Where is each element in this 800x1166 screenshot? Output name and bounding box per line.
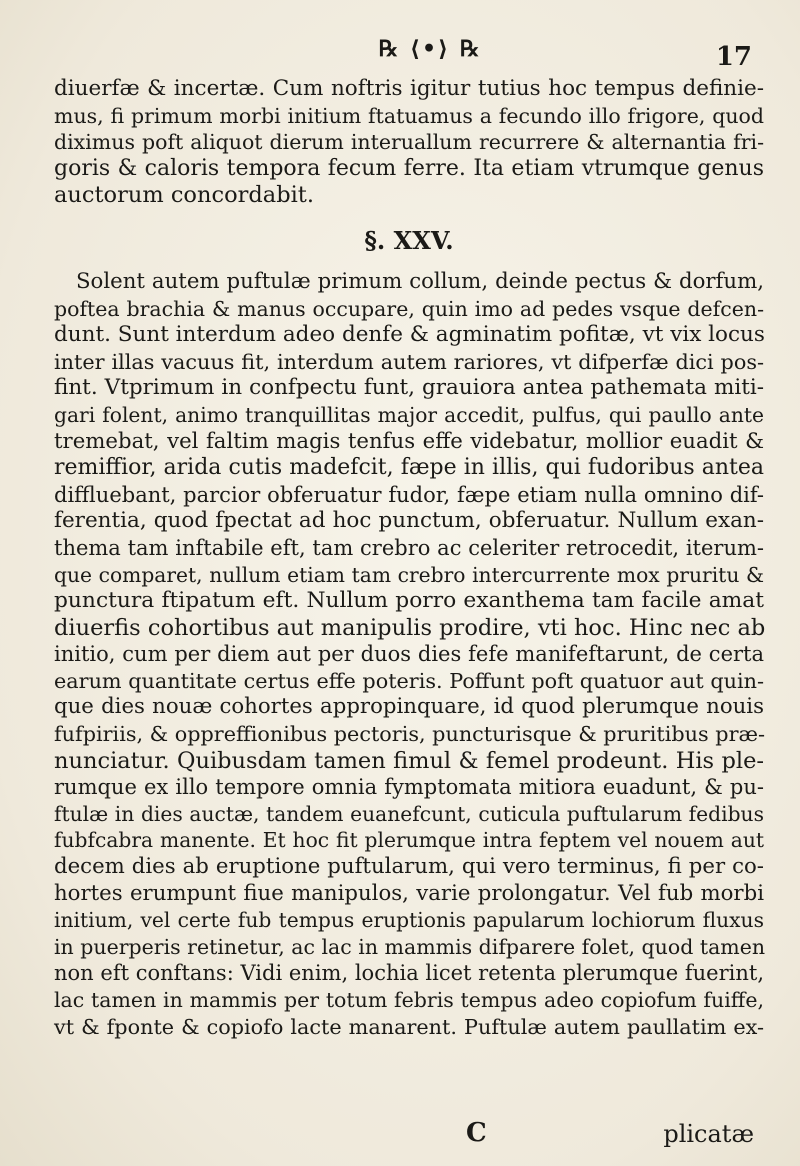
paragraph-2 — [54, 269, 764, 1040]
text-line: auctorum concordabit. — [54, 182, 314, 209]
text-line: earum quantitate certus effe poteris. Poffunt poft quatuor aut quin- — [54, 668, 764, 693]
text-line: gari folent, animo tranquillitas major accedit, pulfus, qui paullo ante — [54, 402, 764, 427]
text-line: lac tamen in mammis per totum febris tempus adeo copiofum fuiffe, — [54, 988, 764, 1012]
text-line: diffluebant, parcior obferuatur fudor, fæpe etiam nulla omnino dif- — [54, 482, 764, 507]
text-line: diuerfæ & incertæ. Cum noftris igitur tutius hoc tempus definie- — [54, 76, 764, 101]
text-line: rumque ex illo tempore omnia fymptomata mitiora euadunt, & pu- — [54, 775, 764, 800]
body-text — [54, 76, 764, 1040]
page-footer — [0, 1118, 800, 1152]
signature-mark: C — [466, 1118, 487, 1148]
text-line: non eft conftans: Vidi enim, lochia licet retenta plerumque fuerint, — [54, 961, 764, 986]
catchword: plicatæ — [663, 1120, 754, 1148]
text-line: fint. Vtprimum in confpectu funt, grauiora antea pathemata miti- — [54, 375, 764, 401]
text-line: que dies nouæ cohortes appropinquare, id quod plerumque nouis — [54, 694, 764, 720]
text-line: inter illas vacuus fit, interdum autem rariores, vt difperfæ dici pos- — [54, 349, 764, 374]
text-line: nunciatur. Quibusdam tamen fimul & femel prodeunt. His ple- — [54, 747, 764, 774]
header-ornament: ℞ ⟨•⟩ ℞ — [378, 36, 482, 62]
text-line: poftea brachia & manus occupare, quin imo ad pedes vsque defcen- — [54, 296, 764, 321]
text-line: punctura ftipatum eft. Nullum porro exanthema tam facile amat — [54, 588, 764, 614]
text-line: ftulæ in dies auctæ, tandem euanefcunt, cuticula puftularum fedibus — [54, 801, 764, 826]
text-line: decem dies ab eruptione puftularum, qui vero terminus, fi per co- — [54, 854, 764, 880]
page-number: 17 — [715, 42, 752, 72]
text-line: diximus poft aliquot dierum interuallum recurrere & alternantia fri- — [54, 130, 764, 155]
text-line: fufpiriis, & oppreffionibus pectoris, puncturisque & pruritibus præ- — [54, 722, 766, 747]
section-heading: §. XXV. — [364, 225, 454, 255]
text-line: Solent autem puftulæ primum collum, deinde pectus & dorfum, — [76, 268, 764, 294]
text-line: hortes erumpunt fiue manipulos, varie prolongatur. Vel fub morbi — [54, 880, 764, 906]
text-line: que comparet, nullum etiam tam crebro intercurrente mox pruritu & — [54, 562, 764, 587]
text-line: remiffior, arida cutis madefcit, fæpe in illis, qui fudoribus antea — [54, 455, 764, 481]
text-line: vt & fponte & copiofo lacte manarent. Puftulæ autem paullatim ex- — [54, 1014, 764, 1039]
text-line: diuerfis cohortibus aut manipulis prodire, vti hoc. Hinc nec ab — [54, 614, 766, 641]
text-line: initium, vel certe fub tempus eruptionis papularum lochiorum fluxus — [54, 908, 764, 933]
page-header — [0, 36, 800, 76]
text-line: tremebat, vel faltim magis tenfus effe videbatur, mollior euadit & — [54, 428, 764, 454]
text-line: dunt. Sunt interdum adeo denfe & agminatim pofitæ, vt vix locus — [54, 322, 765, 348]
text-line: ferentia, quod fpectat ad hoc punctum, obferuatur. Nullum exan- — [54, 508, 764, 534]
text-line: fubfcabra manente. Et hoc fit plerumque intra feptem vel nouem aut — [54, 828, 764, 853]
text-line: mus, fi primum morbi initium ftatuamus a fecundo illo frigore, quod — [54, 103, 764, 128]
text-line: thema tam inftabile eft, tam crebro ac celeriter retrocedit, iterum- — [54, 535, 764, 560]
text-line: in puerperis retinetur, ac lac in mammis difparere folet, quod tamen — [54, 934, 766, 959]
text-line: initio, cum per diem aut per duos dies fefe manifeftarunt, de certa — [54, 642, 764, 667]
text-line: goris & caloris tempora fecum ferre. Ita etiam vtrumque genus — [54, 155, 764, 181]
paragraph-1 — [54, 76, 764, 209]
